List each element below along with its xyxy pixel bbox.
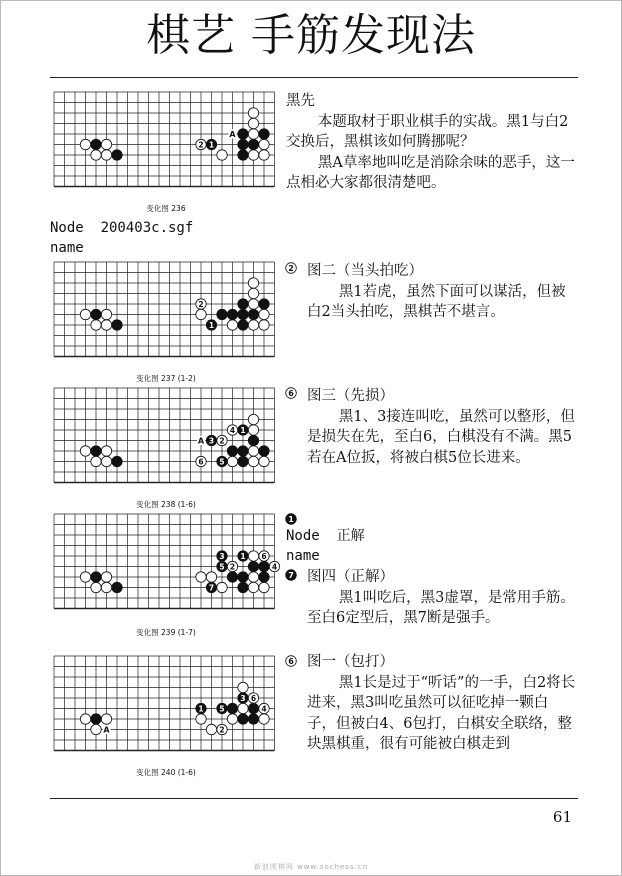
figure-text <box>307 652 577 755</box>
move-number: 1 <box>208 140 215 150</box>
white-stone <box>248 572 258 582</box>
white-stone <box>101 320 111 330</box>
white-stone <box>248 150 258 160</box>
node-label <box>286 526 365 566</box>
section-heading: 图二（当头拍吃） <box>307 263 423 279</box>
black-stone <box>91 139 101 149</box>
white-stone <box>248 456 258 466</box>
paragraph: 黑A草率地叫吃是消除余味的恶手，这一点相必大家都很清楚吧。 <box>286 154 575 191</box>
watermark-footer: 新浪围棋网 www.sochess.cn <box>253 863 369 871</box>
black-stone <box>227 572 237 582</box>
move-number: 5 <box>219 704 225 714</box>
move-number: 1 <box>288 514 294 524</box>
white-stone <box>248 582 258 592</box>
white-stone <box>227 456 237 466</box>
white-stone <box>80 572 90 582</box>
paragraph: 黑1叫吃后，黑3虚罩，是常用手筋。至白6定型后，黑7断是强手。 <box>307 589 575 626</box>
move-number: 1 <box>198 704 204 714</box>
white-stone <box>217 150 227 160</box>
black-stone <box>259 129 269 139</box>
white-stone <box>196 714 206 724</box>
black-stone <box>91 572 101 582</box>
white-stone <box>80 446 90 456</box>
move-number: 6 <box>261 551 267 561</box>
white-stone <box>259 320 269 330</box>
black-stone <box>248 714 258 724</box>
white-stone <box>248 129 258 139</box>
white-stone <box>91 150 101 160</box>
page-title: 棋艺 手筋发现法 <box>146 10 476 61</box>
black-stone <box>238 446 248 456</box>
white-stone <box>259 139 269 149</box>
paragraph: 黑1长是过于“听话”的一手，白2将长进来，黑3叫吃虽然可以征吃掉一颗白子，但被白4、6包打，白棋安全联络，整块黑棋重，很有可能被白棋走到 <box>307 674 576 752</box>
white-stone <box>217 582 227 592</box>
white-stone <box>80 714 90 724</box>
black-stone <box>238 139 248 149</box>
black-stone <box>238 129 248 139</box>
white-stone <box>101 714 111 724</box>
white-stone <box>227 714 237 724</box>
move-marker <box>285 569 297 581</box>
black-stone <box>227 309 237 319</box>
white-stone <box>248 118 258 128</box>
black-stone <box>238 309 248 319</box>
point-label-a: A <box>197 436 205 446</box>
move-number: 6 <box>198 457 204 467</box>
black-stone <box>259 446 269 456</box>
move-number: 3 <box>240 693 246 703</box>
white-stone <box>248 278 258 288</box>
diagram-caption: 变化图 239 (1-7) <box>136 628 196 637</box>
black-stone <box>238 714 248 724</box>
section-heading: 黑先 <box>286 93 315 109</box>
move-number: 7 <box>288 570 294 580</box>
node-title: Node 正解 <box>286 528 365 544</box>
paragraph: 本题取材于职业棋手的实战。黑1与白2交换后，黑棋该如何腾挪呢？ <box>286 113 569 150</box>
black-stone <box>91 714 101 724</box>
point-label-a: A <box>229 130 236 139</box>
white-stone <box>248 288 258 298</box>
go-diagram-239 <box>50 510 282 622</box>
sgf-name: name <box>50 240 84 256</box>
move-number: 2 <box>219 725 225 735</box>
black-stone <box>259 572 269 582</box>
white-stone <box>248 108 258 118</box>
move-marker <box>285 262 297 274</box>
black-stone <box>248 435 258 445</box>
section-heading: 图一（包打） <box>307 654 394 670</box>
go-diagram-236 <box>50 88 282 200</box>
white-stone <box>206 724 216 734</box>
white-stone <box>248 425 258 435</box>
sgf-filename: Node 200403c.sgf <box>50 220 194 236</box>
point-label-a: A <box>103 725 110 735</box>
white-stone <box>80 309 90 319</box>
move-number: 5 <box>219 562 225 572</box>
white-stone <box>248 446 258 456</box>
move-number: 2 <box>229 562 236 572</box>
white-stone <box>101 139 111 149</box>
paragraph: 黑1、3接连叫吃，虽然可以整形，但是损失在先，至白6，白棋没有不满。黑5若在A位扳，将被白棋5位长进来。 <box>307 408 575 466</box>
move-number: 1 <box>240 425 246 435</box>
white-stone <box>259 456 269 466</box>
move-number: 2 <box>198 140 204 150</box>
header-rule <box>50 77 578 78</box>
white-stone <box>259 309 269 319</box>
page-number: 61 <box>552 808 572 826</box>
move-number: 6 <box>250 693 257 703</box>
black-stone <box>227 446 237 456</box>
white-stone <box>259 582 269 592</box>
white-stone <box>248 299 258 309</box>
black-stone <box>248 139 258 149</box>
white-stone <box>91 456 101 466</box>
move-number: 7 <box>208 583 215 593</box>
black-stone <box>238 572 248 582</box>
black-stone <box>91 309 101 319</box>
black-stone <box>238 582 248 592</box>
white-stone <box>238 703 248 713</box>
black-stone <box>238 299 248 309</box>
go-diagram-240 <box>50 652 282 764</box>
black-stone <box>248 703 258 713</box>
black-stone <box>259 561 269 571</box>
white-stone <box>248 414 258 424</box>
white-stone <box>101 446 111 456</box>
black-stone <box>227 703 237 713</box>
black-stone <box>238 456 248 466</box>
white-stone <box>91 320 101 330</box>
white-stone <box>196 309 206 319</box>
black-stone <box>248 309 258 319</box>
white-stone <box>248 320 258 330</box>
figure-text <box>307 386 577 468</box>
move-number: 6 <box>288 656 294 666</box>
white-stone <box>80 139 90 149</box>
white-stone <box>259 714 269 724</box>
sgf-node-label <box>50 218 193 258</box>
move-number: 1 <box>208 320 215 330</box>
move-marker <box>285 655 297 667</box>
problem-text <box>286 91 576 194</box>
white-stone <box>91 582 101 592</box>
paragraph: 黑1若虎，虽然下面可以谋活，但被白2当头拍吃，黑棋苦不堪言。 <box>307 283 566 320</box>
section-heading: 图三（先损） <box>307 388 394 404</box>
move-number: 6 <box>288 388 294 398</box>
move-marker <box>285 513 297 525</box>
black-stone <box>112 456 122 466</box>
move-number: 5 <box>219 457 225 467</box>
footer-rule <box>50 798 578 799</box>
diagram-caption: 变化图 236 <box>146 204 186 213</box>
white-stone <box>91 724 101 734</box>
diagram-caption: 变化图 240 (1-6) <box>136 768 196 777</box>
black-stone <box>248 561 258 571</box>
move-number: 1 <box>240 551 246 561</box>
move-number: 3 <box>208 436 215 446</box>
black-stone <box>112 150 122 160</box>
diagram-caption: 变化图 237 (1-2) <box>136 374 196 383</box>
white-stone <box>101 309 111 319</box>
white-stone <box>259 150 269 160</box>
white-stone <box>101 582 111 592</box>
figure-text <box>307 261 577 323</box>
white-stone <box>101 572 111 582</box>
move-number: 4 <box>271 562 278 572</box>
white-stone <box>248 551 258 561</box>
go-diagram-237 <box>50 258 282 370</box>
white-stone <box>206 572 216 582</box>
move-marker <box>285 387 297 399</box>
white-stone <box>238 682 248 692</box>
move-number: 3 <box>219 551 225 561</box>
move-number: 2 <box>198 299 204 309</box>
move-number: 2 <box>219 436 225 446</box>
section-heading: 图四（正解） <box>307 569 394 585</box>
move-number: 2 <box>288 263 294 273</box>
node-name: name <box>286 548 320 564</box>
black-stone <box>91 446 101 456</box>
black-stone <box>238 150 248 160</box>
white-stone <box>101 456 111 466</box>
black-stone <box>112 320 122 330</box>
move-number: 4 <box>229 425 236 435</box>
go-diagram-238 <box>50 384 282 496</box>
white-stone <box>101 150 111 160</box>
black-stone <box>259 299 269 309</box>
white-stone <box>227 320 237 330</box>
black-stone <box>112 582 122 592</box>
black-stone <box>238 320 248 330</box>
figure-text <box>307 567 577 629</box>
white-stone <box>196 572 206 582</box>
move-number: 4 <box>261 704 267 714</box>
diagram-caption: 变化图 238 (1-6) <box>136 500 196 509</box>
black-stone <box>217 309 227 319</box>
